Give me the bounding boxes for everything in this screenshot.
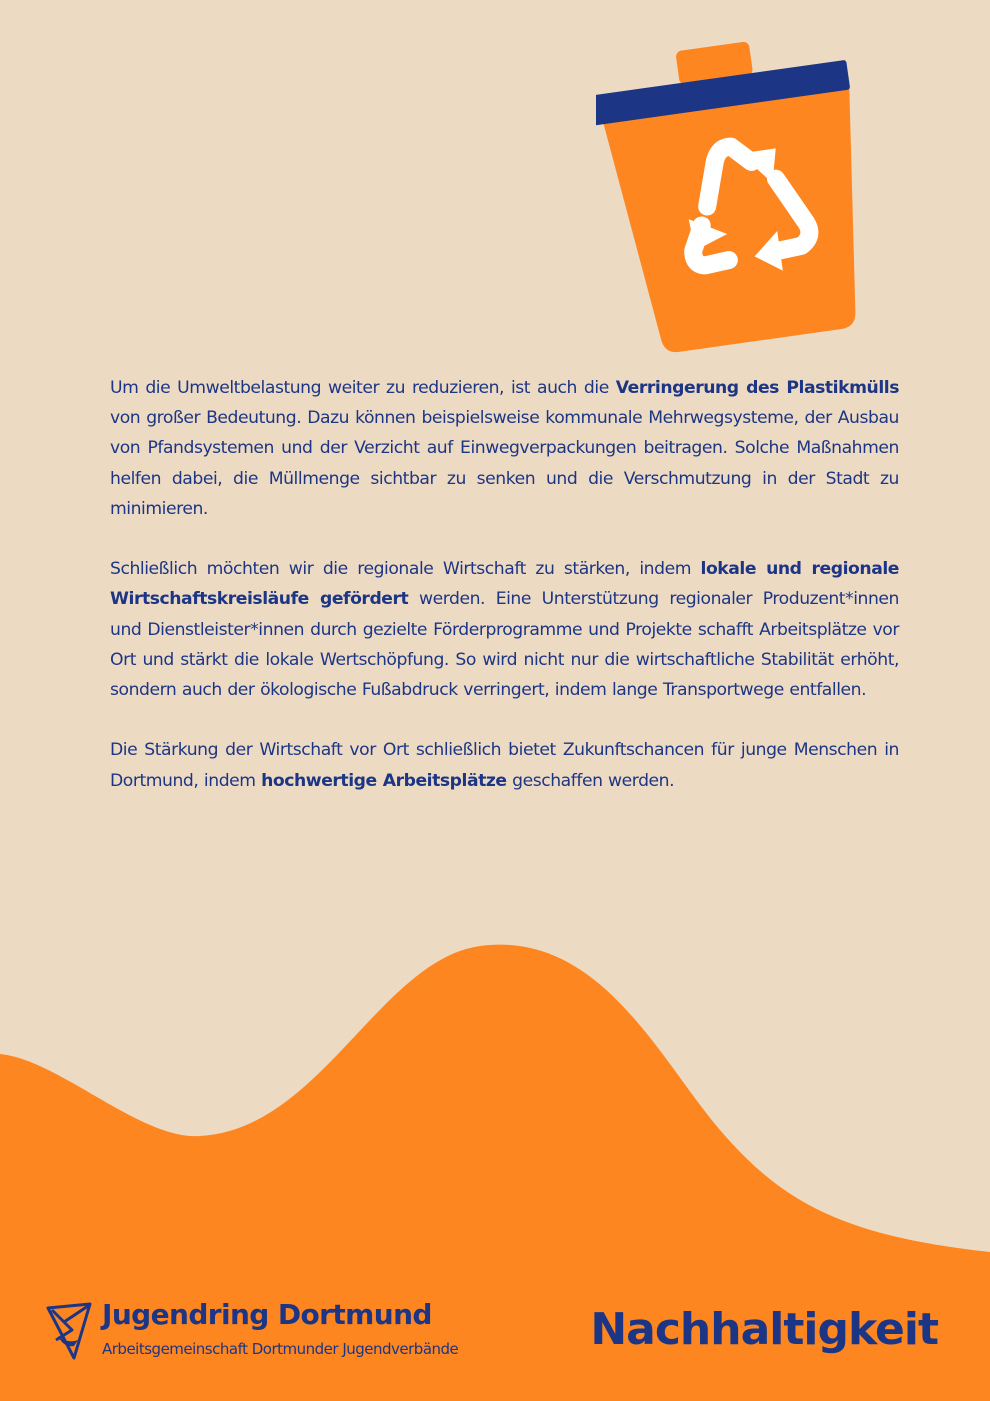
paragraph-3: Die Stärkung der Wirtschaft vor Ort schließlich bietet Zukunftschancen für junge Menschen in Dortmund, indem hochwertige Arbeitsplätze geschaffen werden. (110, 740, 899, 791)
paragraph-1: Um die Umweltbelastung weiter zu reduzieren, ist auch die Verringerung des Plastikmülls von großer Bedeutung. Dazu können beispielsweise kommunale Mehrwegsysteme, der Ausbau von Pfandsystemen und der Verzicht auf Einwegverpackungen beitragen. Solche Maßnahmen helfen dabei, die Müllmenge sichtbar zu senken und die Verschmutzung in der Stadt zu minimieren. (110, 378, 899, 519)
body-text (110, 373, 899, 826)
recycling-bin-icon (596, 36, 882, 356)
org-logo (44, 1296, 459, 1376)
org-name: Jugendring Dortmund (102, 1298, 432, 1331)
topic-title: Nachhaltigkeit (590, 1304, 938, 1355)
org-subtitle: Arbeitsgemeinschaft Dortmunder Jugendverbände (102, 1340, 459, 1358)
paragraph-2: Schließlich möchten wir die regionale Wirtschaft zu stärken, indem lokale und regionale Wirtschaftskreisläufe gefördert werden. Eine Unterstützung regionaler Produzent*innen und Dienstleister*innen durch gezielte Förderprogramme und Projekte schafft Arbeitsplätze vor Ort und stärkt die lokale Wertschöpfung. So wird nicht nur die wirtschaftliche Stabilität erhöht, sondern auch der ökologische Fußabdruck verringert, indem lange Transportwege entfallen. (110, 559, 899, 701)
jugendring-logo-icon (44, 1300, 96, 1362)
